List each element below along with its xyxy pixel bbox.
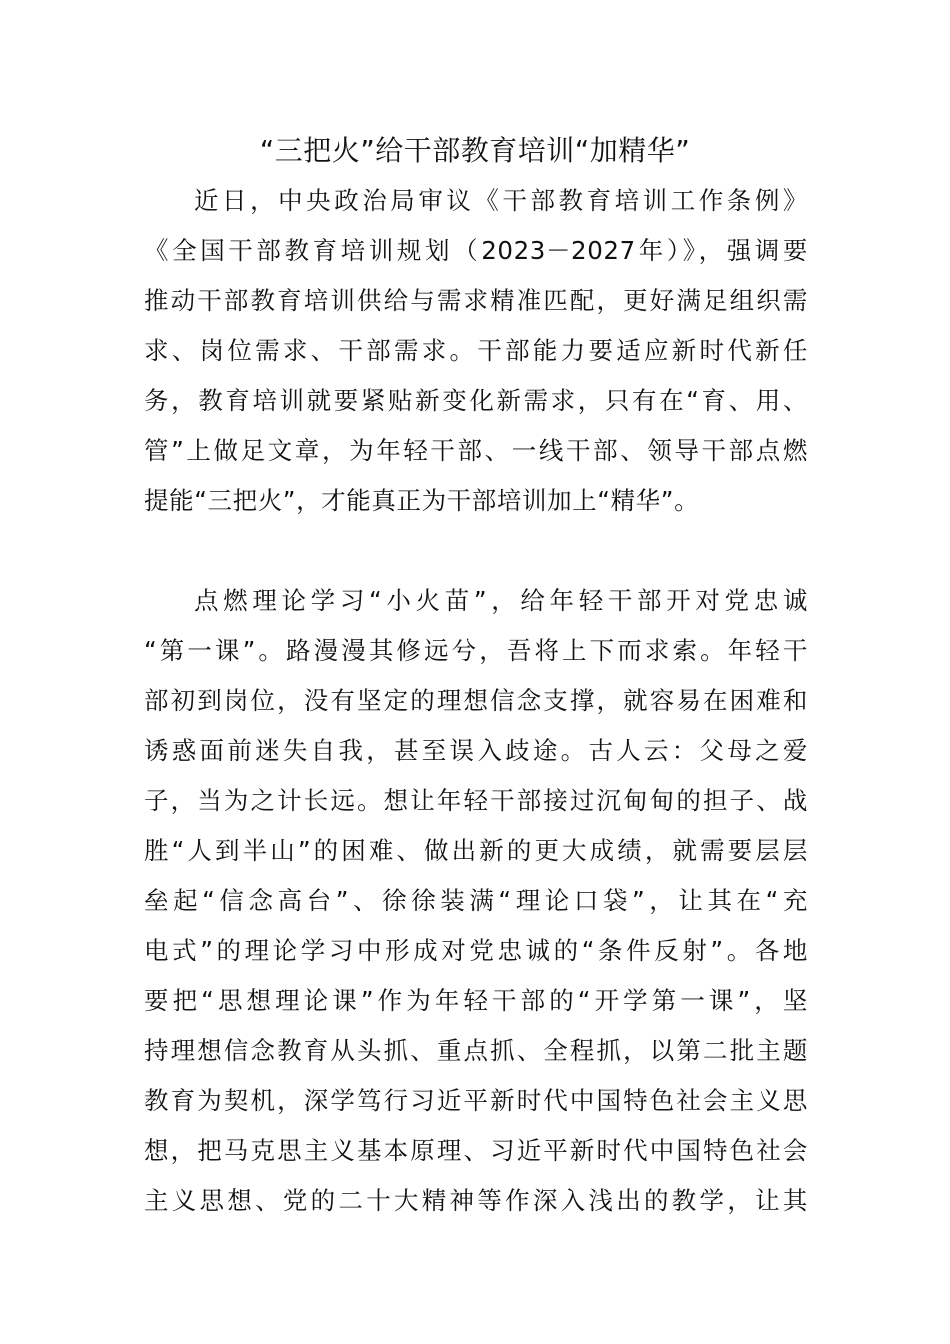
paragraph-2-line-10: 持理想信念教育从头抓、重点抓、全程抓，以第二批主题 [144,1036,808,1065]
paragraph-2-line-8: 电式”的理论学习中形成对党忠诚的“条件反射”。各地 [144,936,808,965]
paragraph-2-line-5: 子，当为之计长远。想让年轻干部接过沉甸甸的担子、战 [144,786,808,815]
paragraph-2-line-11: 教育为契机，深学笃行习近平新时代中国特色社会主义思 [144,1086,808,1115]
paragraph-2-line-12: 想，把马克思主义基本原理、习近平新时代中国特色社会 [144,1136,808,1165]
paragraph-1-line-7: 提能“三把火”，才能真正为干部培训加上“精华”。 [144,486,700,515]
paragraph-2-line-3: 部初到岗位，没有坚定的理想信念支撑，就容易在困难和 [144,686,808,715]
paragraph-1-line-5: 务，教育培训就要紧贴新变化新需求，只有在“育、用、 [144,386,808,415]
paragraph-1-line-6: 管”上做足文章，为年轻干部、一线干部、领导干部点燃 [144,436,808,465]
paragraph-1-line-3: 推动干部教育培训供给与需求精准匹配，更好满足组织需 [144,286,808,315]
paragraph-2-line-2: “第一课”。路漫漫其修远兮，吾将上下而求索。年轻干 [144,636,808,665]
document-title: “三把火”给干部教育培训“加精华” [259,134,691,167]
paragraph-2-line-9: 要把“思想理论课”作为年轻干部的“开学第一课”，坚 [144,986,808,1015]
paragraph-2-line-13: 主义思想、党的二十大精神等作深入浅出的教学，让其 [144,1186,808,1215]
paragraph-1-line-1: 近日，中央政治局审议《干部教育培训工作条例》 [194,186,808,215]
paragraph-2-line-7: 垒起“信念高台”、徐徐装满“理论口袋”，让其在“充 [144,886,808,915]
paragraph-2-line-1: 点燃理论学习“小火苗”，给年轻干部开对党忠诚 [194,586,808,615]
paragraph-1-line-4: 求、岗位需求、干部需求。干部能力要适应新时代新任 [144,336,808,365]
paragraph-2-line-4: 诱惑面前迷失自我，甚至误入歧途。古人云：父母之爱 [144,736,808,765]
paragraph-2-line-6: 胜“人到半山”的困难、做出新的更大成绩，就需要层层 [144,836,808,865]
paragraph-1-line-2: 《全国干部教育培训规划（2023－2027年）》，强调要 [144,236,808,265]
